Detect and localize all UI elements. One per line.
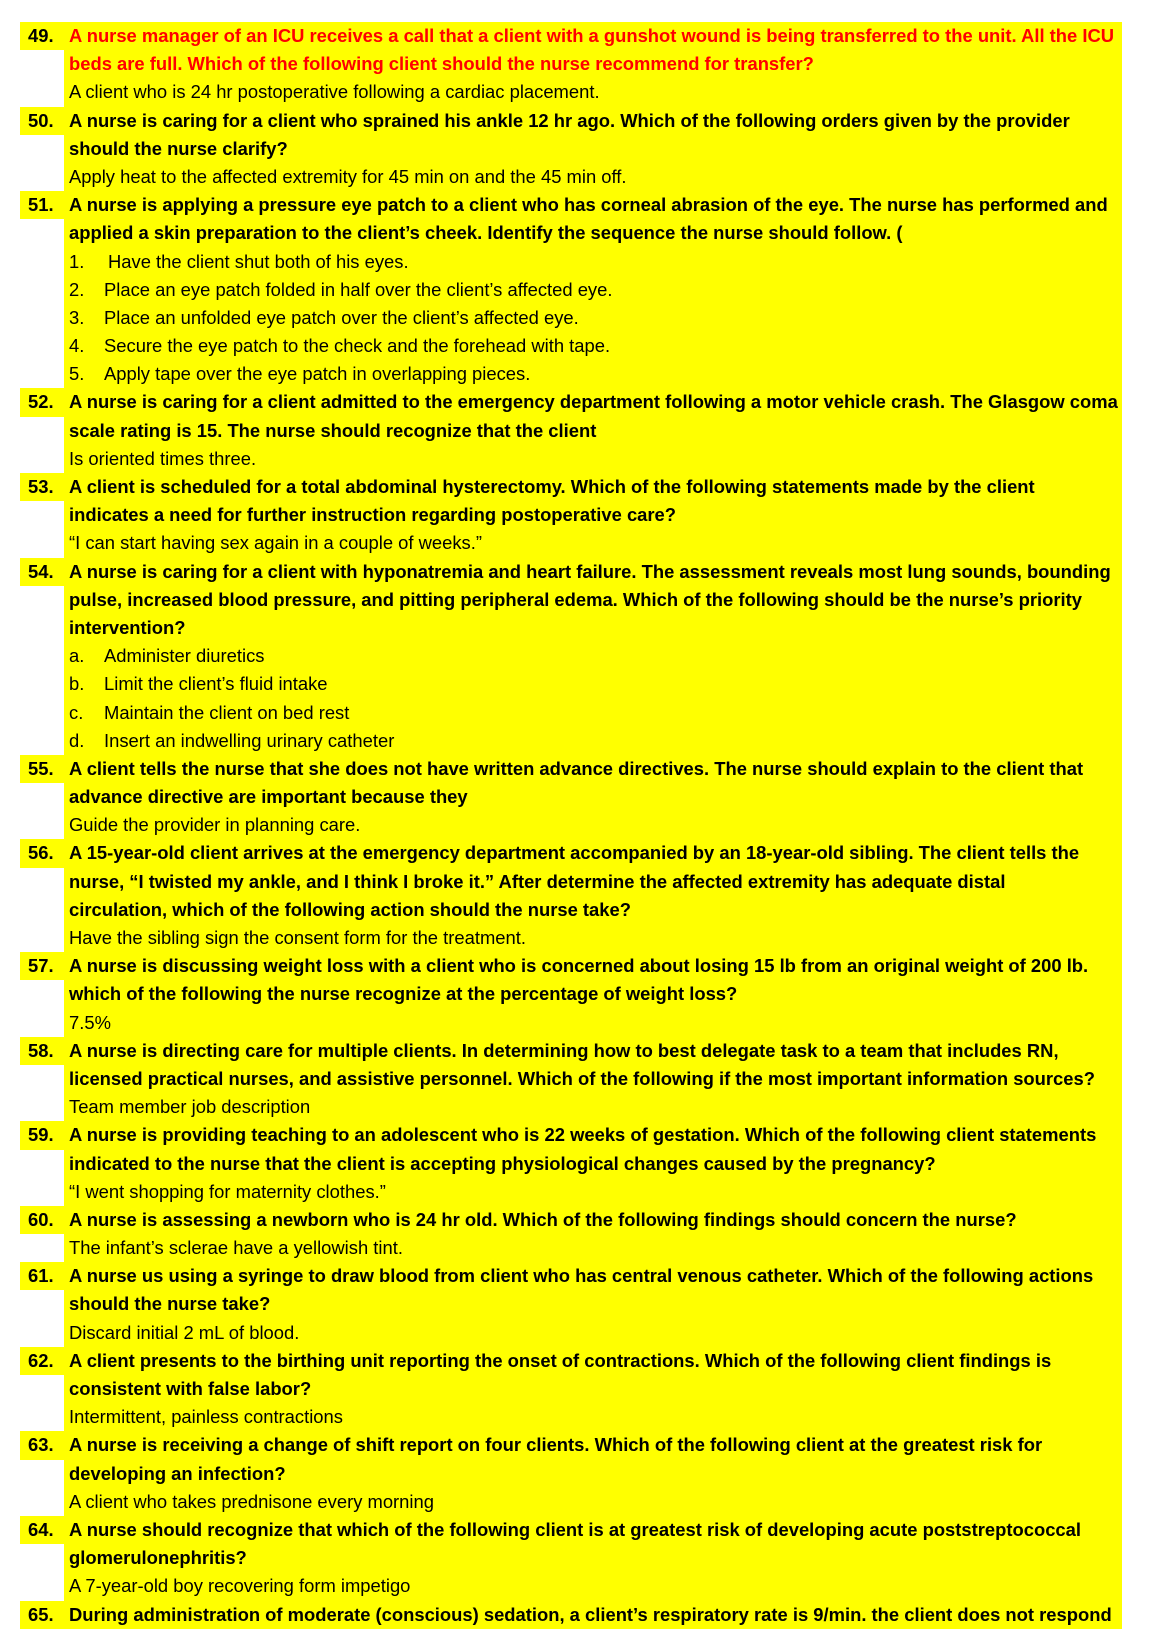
question-text: pulse, increased blood pressure, and pitting peripheral edema. Which of the following should be the nurse’s priority xyxy=(69,588,1082,610)
question-line xyxy=(0,1150,1157,1178)
question-text: should the nurse clarify? xyxy=(69,137,288,159)
question-text: advance directive are important because they xyxy=(69,786,468,808)
option-text: Maintain the client on bed rest xyxy=(104,701,350,723)
question-number: 58. xyxy=(28,1039,54,1061)
question-number: 49. xyxy=(28,25,54,46)
question-number: 64. xyxy=(28,1518,54,1540)
option-line xyxy=(0,727,1157,755)
question-number: 51. xyxy=(28,194,54,216)
option-marker: 3. xyxy=(69,306,85,328)
answer-line xyxy=(0,529,1157,557)
answer-text: Team member job description xyxy=(69,1096,311,1118)
highlight-band xyxy=(64,614,1122,642)
question-text: A client tells the nurse that she does not have written advance directives. The nurse should explain to the client that xyxy=(69,757,1084,779)
option-line xyxy=(0,332,1157,360)
answer-text: Is oriented times three. xyxy=(69,447,257,469)
question-text: licensed practical nurses, and assistive personnel. Which of the following if the most important information sources? xyxy=(69,1067,1095,1089)
question-line xyxy=(0,1290,1157,1318)
question-number: 60. xyxy=(28,1208,54,1230)
question-text: A nurse is discussing weight loss with a client who is concerned about losing 15 lb from an original weight of 200 lb. xyxy=(69,955,1089,977)
question-text: A nurse is applying a pressure eye patch to a client who has corneal abrasion of the eye. The nurse has performed and xyxy=(69,194,1108,216)
question-line xyxy=(0,586,1157,614)
option-line xyxy=(0,642,1157,670)
question-line xyxy=(0,473,1157,501)
question-line xyxy=(0,783,1157,811)
question-line xyxy=(0,868,1157,896)
question-text: A nurse should recognize that which of the following client is at greatest risk of developing acute poststreptococcal xyxy=(69,1518,1081,1540)
answer-line xyxy=(0,1009,1157,1037)
question-text: nurse, “I twisted my ankle, and I think I broke it.” After determine the affected extremity has adequate distal xyxy=(69,870,1006,892)
question-text: indicated to the nurse that the client is accepting physiological changes caused by the pregnancy? xyxy=(69,1152,936,1174)
question-line xyxy=(0,1544,1157,1572)
option-marker: b. xyxy=(69,673,85,695)
question-text: developing an infection? xyxy=(69,1462,286,1484)
answer-line xyxy=(0,163,1157,191)
option-marker: c. xyxy=(69,701,84,723)
answer-text: A 7-year-old boy recovering form impetigo xyxy=(69,1575,411,1597)
question-text: A nurse manager of an ICU receives a call that a client with a gunshot wound is being transferred to the unit. All the ICU xyxy=(69,25,1115,46)
question-number: 52. xyxy=(28,391,54,413)
answer-line xyxy=(0,924,1157,952)
answer-text: “I can start having sex again in a couple of weeks.” xyxy=(69,532,482,554)
question-line xyxy=(0,952,1157,980)
option-line xyxy=(0,360,1157,388)
question-line xyxy=(0,1460,1157,1488)
option-line xyxy=(0,670,1157,698)
question-line xyxy=(0,22,1157,50)
question-number: 65. xyxy=(28,1603,54,1625)
answer-text: The infant’s sclerae have a yellowish tint. xyxy=(69,1237,403,1259)
question-text: A nurse is directing care for multiple clients. In determining how to best delegate task to a team that includes RN, xyxy=(69,1039,1059,1061)
question-text: A nurse us using a syringe to draw blood from client who has central venous catheter. Which of the following actions xyxy=(69,1265,1094,1287)
question-line xyxy=(0,1347,1157,1375)
document-page xyxy=(0,22,1157,1629)
question-line xyxy=(0,980,1157,1008)
question-line xyxy=(0,614,1157,642)
question-line xyxy=(0,1375,1157,1403)
question-text: scale rating is 15. The nurse should recognize that the client xyxy=(69,419,597,441)
answer-text: Guide the provider in planning care. xyxy=(69,814,361,836)
question-line xyxy=(0,1516,1157,1544)
question-text: A nurse is receiving a change of shift report on four clients. Which of the following client at the greatest risk for xyxy=(69,1434,1043,1456)
answer-text: Have the sibling sign the consent form for the treatment. xyxy=(69,927,526,948)
question-line xyxy=(0,388,1157,416)
question-line xyxy=(0,755,1157,783)
question-line xyxy=(0,501,1157,529)
answer-line xyxy=(0,1234,1157,1262)
question-number: 57. xyxy=(28,955,54,977)
option-text: Secure the eye patch to the check and the forehead with tape. xyxy=(104,335,611,357)
answer-text: A client who is 24 hr postoperative following a cardiac placement. xyxy=(69,81,600,103)
question-text: A nurse is assessing a newborn who is 24 hr old. Which of the following findings should concern the nurse? xyxy=(69,1208,1017,1230)
question-line xyxy=(0,107,1157,135)
question-text: should the nurse take? xyxy=(69,1293,271,1315)
answer-text: “I went shopping for maternity clothes.” xyxy=(69,1180,386,1202)
answer-text: Apply heat to the affected extremity for 45 min on and the 45 min off. xyxy=(69,165,627,187)
answer-text: Intermittent, painless contractions xyxy=(69,1406,343,1428)
option-line xyxy=(0,699,1157,727)
question-text: A client is scheduled for a total abdominal hysterectomy. Which of the following statements made by the client xyxy=(69,476,1035,497)
question-line xyxy=(0,1065,1157,1093)
question-number: 53. xyxy=(28,476,54,497)
answer-text: A client who takes prednisone every morning xyxy=(69,1490,434,1512)
option-text: Have the client shut both of his eyes. xyxy=(108,250,409,272)
question-number: 62. xyxy=(28,1349,54,1371)
option-marker: 2. xyxy=(69,278,85,300)
answer-line xyxy=(0,1178,1157,1206)
question-line xyxy=(0,1206,1157,1234)
question-line xyxy=(0,1037,1157,1065)
answer-line xyxy=(0,78,1157,106)
option-text: Administer diuretics xyxy=(104,645,265,667)
question-text: A client presents to the birthing unit reporting the onset of contractions. Which of the following client findings is xyxy=(69,1349,1052,1371)
answer-line xyxy=(0,1093,1157,1121)
question-text: consistent with false labor? xyxy=(69,1378,312,1399)
question-text: intervention? xyxy=(69,616,186,638)
highlight-band xyxy=(64,1009,1122,1037)
question-text: A 15-year-old client arrives at the emergency department accompanied by an 18-year-old sibling. The client tells the xyxy=(69,842,1080,864)
question-number: 50. xyxy=(28,109,54,131)
question-text: A nurse is caring for a client who sprained his ankle 12 hr ago. Which of the following orders given by the provider xyxy=(69,109,1070,131)
question-line xyxy=(0,1601,1157,1629)
question-text: which of the following the nurse recognize at the percentage of weight loss? xyxy=(69,983,738,1005)
option-marker: 4. xyxy=(69,335,85,357)
answer-text: 7.5% xyxy=(69,1011,111,1033)
answer-line xyxy=(0,1572,1157,1600)
question-line xyxy=(0,896,1157,924)
question-line xyxy=(0,50,1157,78)
answer-line xyxy=(0,1488,1157,1516)
question-text: A nurse is caring for a client with hyponatremia and heart failure. The assessment reveals most lung sounds, bounding xyxy=(69,560,1111,582)
question-line xyxy=(0,191,1157,219)
option-text: Place an eye patch folded in half over the client’s affected eye. xyxy=(104,278,613,300)
question-line xyxy=(0,135,1157,163)
question-text: A nurse is caring for a client admitted to the emergency department following a motor vehicle crash. The Glasgow coma xyxy=(69,391,1118,413)
question-number: 59. xyxy=(28,1124,54,1146)
answer-line xyxy=(0,811,1157,839)
question-text: A nurse is providing teaching to an adolescent who is 22 weeks of gestation. Which of the following client statements xyxy=(69,1124,1097,1146)
question-line xyxy=(0,1431,1157,1459)
answer-text: Discard initial 2 mL of blood. xyxy=(69,1321,300,1343)
question-number: 55. xyxy=(28,757,54,779)
question-number: 56. xyxy=(28,842,54,864)
question-text: During administration of moderate (conscious) sedation, a client’s respiratory rate is 9/min. the client does not respond xyxy=(69,1603,1112,1625)
option-text: Place an unfolded eye patch over the client’s affected eye. xyxy=(104,306,579,328)
option-marker: a. xyxy=(69,645,85,667)
question-number: 54. xyxy=(28,560,54,582)
option-text: Apply tape over the eye patch in overlapping pieces. xyxy=(104,363,531,385)
option-marker: d. xyxy=(69,729,85,751)
question-text: circulation, which of the following action should the nurse take? xyxy=(69,898,631,920)
question-line xyxy=(0,558,1157,586)
answer-line xyxy=(0,1319,1157,1347)
option-line xyxy=(0,304,1157,332)
option-line xyxy=(0,276,1157,304)
question-text: beds are full. Which of the following client should the nurse recommend for transfer? xyxy=(69,53,814,75)
option-marker: 5. xyxy=(69,363,85,385)
question-line xyxy=(0,1262,1157,1290)
question-line xyxy=(0,417,1157,445)
answer-line xyxy=(0,1403,1157,1431)
question-line xyxy=(0,1121,1157,1149)
option-text: Insert an indwelling urinary catheter xyxy=(104,729,395,751)
answer-line xyxy=(0,445,1157,473)
question-line xyxy=(0,219,1157,247)
option-marker: 1. xyxy=(69,250,85,272)
question-text: applied a skin preparation to the client’s cheek. Identify the sequence the nurse should follow. ( xyxy=(69,222,903,244)
option-line xyxy=(0,248,1157,276)
option-text: Limit the client’s fluid intake xyxy=(104,673,328,695)
question-text: glomerulonephritis? xyxy=(69,1547,247,1569)
question-number: 61. xyxy=(28,1265,54,1287)
question-text: indicates a need for further instruction regarding postoperative care? xyxy=(69,504,677,526)
question-line xyxy=(0,839,1157,867)
question-number: 63. xyxy=(28,1434,54,1456)
